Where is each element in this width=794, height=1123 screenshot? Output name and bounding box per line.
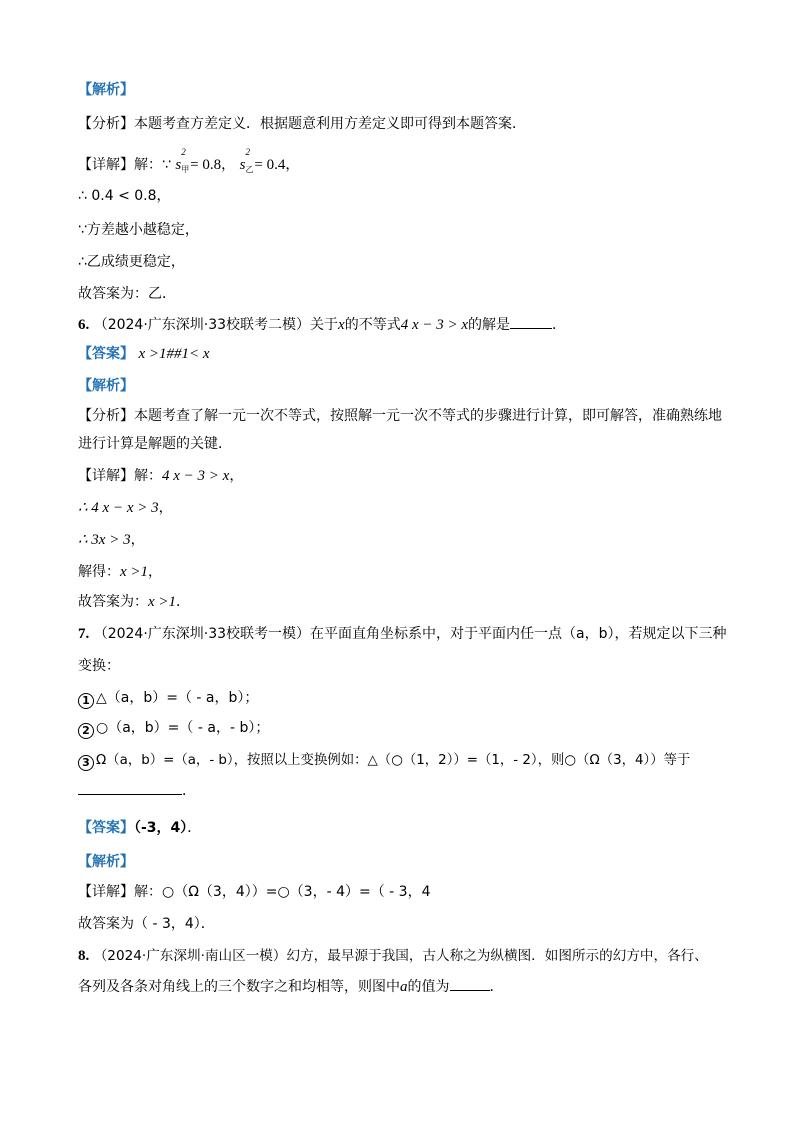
q8-line2b: 的值为 bbox=[407, 979, 450, 995]
q6-d5: x >1 bbox=[148, 594, 177, 610]
separator: ， bbox=[221, 157, 236, 173]
q6-end: 的解是 bbox=[468, 317, 511, 333]
q7-answer-tail: ． bbox=[187, 820, 202, 836]
analysis-tag: 【解析】 bbox=[78, 378, 134, 394]
q6-d5-prefix: 故答案为： bbox=[78, 594, 148, 610]
q6-analysis-heading bbox=[78, 376, 134, 396]
variance-yi-value: = 0.4 bbox=[254, 157, 286, 173]
q6-d1-tail: ， bbox=[229, 468, 244, 484]
q7-line1: （2024·广东深圳·33校联考一模）在平面直角坐标系中，对于平面内任一点（a，b），若规定以下三种 bbox=[93, 626, 727, 642]
q5-detail-line bbox=[78, 147, 300, 175]
q8-question-line1 bbox=[78, 946, 708, 966]
detail-tag: 【详解】 bbox=[78, 157, 134, 173]
variance-jia-value: = 0.8 bbox=[190, 157, 222, 173]
answer-tag: 【答案】 bbox=[78, 820, 134, 836]
q6-step5 bbox=[78, 592, 190, 612]
q6-period: ． bbox=[552, 317, 567, 333]
detail-tag: 【详解】 bbox=[78, 884, 134, 900]
q5-line4: ∵方差越小越稳定， bbox=[78, 222, 199, 238]
q5-analyze-line bbox=[78, 114, 526, 134]
q6-step2 bbox=[78, 498, 173, 518]
q6-d5-tail: ． bbox=[176, 594, 191, 610]
q6-analyze-text1: 本题考查了解一元一次不等式，按照解一元一次不等式的步骤进行计算，即可解答，准确熟练地 bbox=[134, 408, 722, 424]
q7-question-line1 bbox=[78, 624, 727, 644]
q6-answer-line bbox=[78, 344, 210, 364]
q8-question-line2 bbox=[78, 976, 504, 997]
q8-period: ． bbox=[489, 979, 504, 995]
q6-d2: ∴ 4 x − x > 3 bbox=[78, 500, 159, 516]
variance-jia: $s^2$ 甲 bbox=[175, 147, 190, 174]
q6-d3-tail: ， bbox=[130, 532, 145, 548]
analyze-tag: 【分析】 bbox=[78, 408, 134, 424]
q6-var: x bbox=[338, 317, 345, 333]
q7-question-line2: 变换： bbox=[78, 658, 120, 674]
q7-number: 7. bbox=[78, 626, 90, 642]
q7-analysis-heading bbox=[78, 852, 134, 872]
q7-rule3 bbox=[78, 750, 690, 771]
q7-blank-line bbox=[78, 780, 196, 801]
circled-2: 2 bbox=[78, 723, 94, 739]
detail-tag: 【详解】 bbox=[78, 468, 134, 484]
q6-d2-tail: ， bbox=[158, 500, 173, 516]
q7-rule2 bbox=[78, 718, 269, 739]
q7-rule3-text: Ω（a，b）=（a，- b），按照以上变换例如：△（○（1，2））=（1，- 2），则○（Ω（3，4））等于 bbox=[96, 753, 691, 768]
q7-rule2-text: ○（a，b）=（ - a，- b）； bbox=[96, 720, 270, 736]
q6-analyze-line2: 进行计算是解题的关键． bbox=[78, 436, 232, 452]
q6-d4: x >1 bbox=[120, 564, 149, 580]
q6-step3 bbox=[78, 530, 145, 550]
q7-answer-blank bbox=[78, 780, 182, 795]
circled-1: 1 bbox=[78, 693, 94, 709]
q5-analysis-heading bbox=[78, 80, 134, 100]
q6-d3: ∴ 3x > 3 bbox=[78, 532, 131, 548]
q5-line5: ∴乙成绩更稳定， bbox=[78, 254, 185, 270]
q8-number: 8. bbox=[78, 948, 90, 964]
q8-line1: （2024·广东深圳·南山区一模）幻方，最早源于我国，古人称之为纵横图．如图所示的幻方中，各行、 bbox=[93, 948, 708, 964]
analysis-tag: 【解析】 bbox=[78, 854, 134, 870]
q7-final: 故答案为（ - 3，4）． bbox=[78, 916, 215, 932]
q6-source: （2024·广东深圳·33校联考二模）关于 bbox=[93, 317, 339, 333]
analysis-tag: 【解析】 bbox=[78, 82, 134, 98]
q7-detail-text: 解：○（Ω（3，4））=○（3，- 4）=（ - 3，4 bbox=[134, 884, 431, 900]
q6-number: 6. bbox=[78, 317, 90, 333]
q6-analyze-line1 bbox=[78, 406, 722, 426]
q7-rule1-text: △（a，b）=（ - a，b）； bbox=[96, 690, 259, 706]
variance-yi: $s^2$ 乙 bbox=[239, 147, 254, 174]
answer-tag: 【答案】 bbox=[78, 346, 134, 362]
q8-answer-blank bbox=[450, 976, 490, 991]
q7-answer-line bbox=[78, 818, 201, 838]
q6-answer-blank bbox=[510, 314, 552, 329]
q6-mid: 的不等式 bbox=[344, 317, 401, 333]
q6-step4 bbox=[78, 562, 162, 582]
q7-detail-line bbox=[78, 882, 431, 902]
q5-line6: 故答案为：乙． bbox=[78, 286, 176, 302]
q6-question bbox=[78, 314, 566, 335]
q5-analyze-text: 本题考查方差定义．根据题意利用方差定义即可得到本题答案． bbox=[134, 116, 526, 132]
q6-d4-tail: ， bbox=[148, 564, 163, 580]
q7-answer-value: （-3，4） bbox=[134, 820, 188, 836]
q6-d1-prefix: 解： bbox=[134, 468, 162, 484]
q7-blank-end: ． bbox=[182, 783, 196, 799]
q8-line2a: 各列及各条对角线上的三个数字之和均相等，则图中 bbox=[78, 979, 400, 995]
q8-var: a bbox=[400, 979, 408, 995]
q6-inequality: 4 x − 3 > x bbox=[400, 317, 469, 333]
circled-3: 3 bbox=[78, 755, 94, 771]
q6-d1: 4 x − 3 > x bbox=[162, 468, 230, 484]
tail: ， bbox=[285, 157, 300, 173]
q6-d4-prefix: 解得： bbox=[78, 564, 120, 580]
q6-detail-line bbox=[78, 466, 243, 486]
q6-answer-value: x >1##1< x bbox=[138, 346, 210, 362]
analyze-tag: 【分析】 bbox=[78, 116, 134, 132]
q5-line3: ∴ 0.4 < 0.8， bbox=[78, 188, 171, 204]
q7-rule1 bbox=[78, 688, 258, 709]
q5-detail-prefix: 解：∵ bbox=[134, 157, 171, 173]
